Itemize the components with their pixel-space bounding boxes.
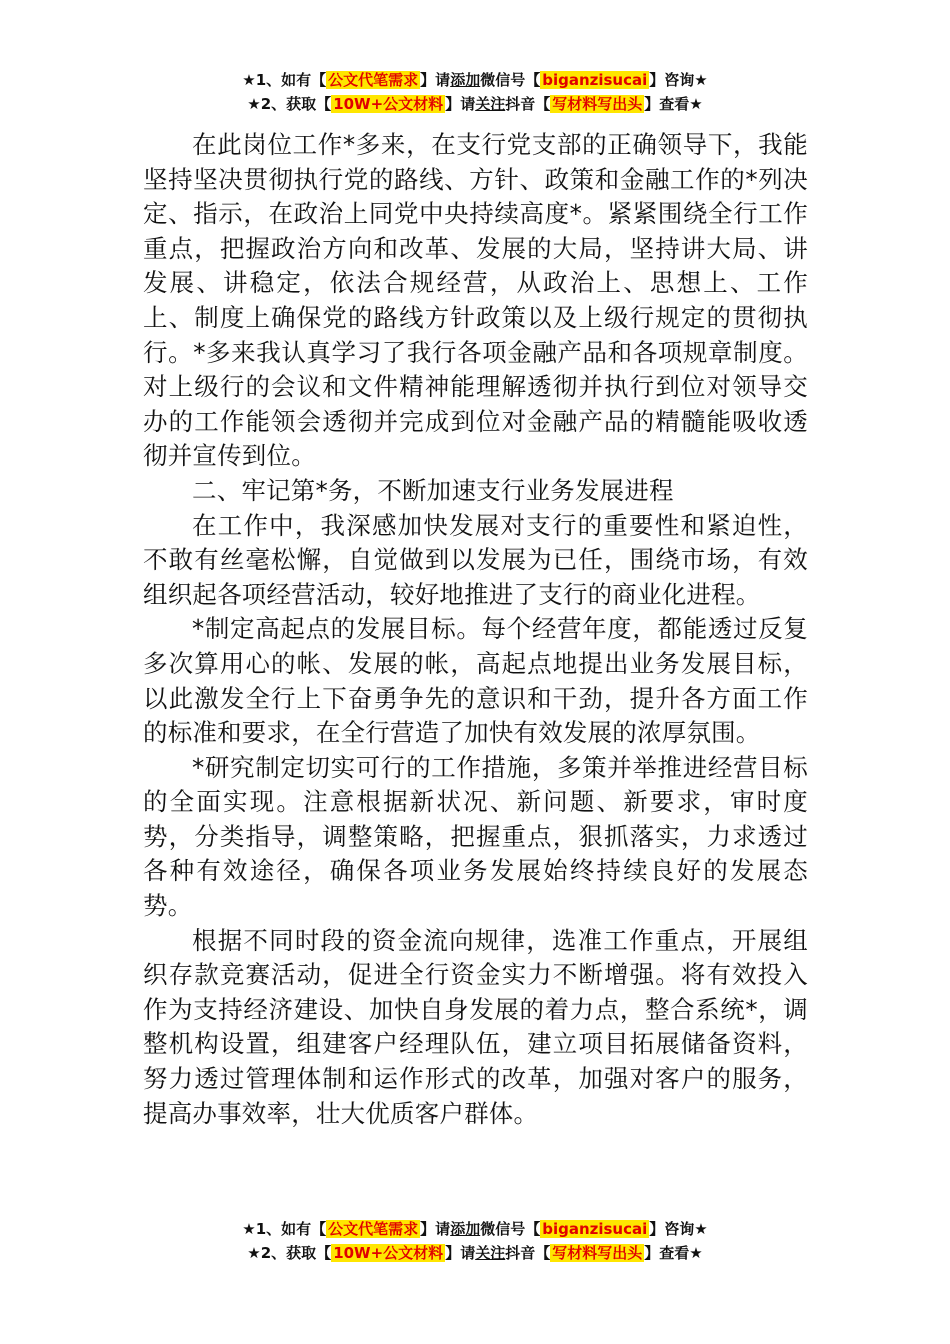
highlight-service: 公文代笔需求 (328, 71, 419, 89)
banner-underline-text: 添加 (450, 71, 481, 89)
banner-line-2 (0, 92, 950, 116)
paragraph: 在此岗位工作*多来，在支行党支部的正确领导下，我能坚持坚决贯彻执行党的路线、方针、政策和金融工作的*列决定、指示，在政治上同党中央持续高度*。紧紧围绕全行工作重点，把握政治方向和改革、发展的大局，坚持讲大局、讲发展、讲稳定，依法合规经营，从政治上、思想上、工作上、制度上确保党的路线方针政策以及上级行规定的贯彻执行。*多来我认真学习了我行各项金融产品和各项规章制度。对上级行的会议和文件精神能理解透彻并执行到位对领导交办的工作能领会透彻并完成到位对金融产品的精髓能吸收透彻并宣传到位。 (143, 130, 808, 471)
banner-text: 微信号【 (480, 71, 541, 89)
paragraph: 根据不同时段的资金流向规律，选准工作重点，开展组织存款竞赛活动，促进全行资金实力不断增强。将有效投入作为支持经济建设、加快自身发展的着力点，整合系统*，调整机构设置，组建客户经理队伍，建立项目拓展储备资料，努力透过管理体制和运作形式的改革，加强对客户的服务，提高办事效率，壮大优质客户群体。 (143, 925, 808, 1128)
header-banner (0, 68, 950, 116)
paragraph: *制定高起点的发展目标。每个经营年度，都能透过反复多次算用心的帐、发展的帐，高起点地提出业务发展目标，以此激发全行上下奋勇争先的意识和干劲，提升各方面工作的标准和要求，在全行营造了加快有效发展的浓厚氛围。 (143, 614, 808, 748)
paragraph: *研究制定切实可行的工作措施，多策并举推进经营目标的全面实现。注意根据新状况、新问题、新要求，审时度势，分类指导，调整策略，把握重点，狠抓落实，力求透过各种有效途径，确保各项业务发展始终持续良好的发展态势。 (143, 752, 808, 921)
banner-underline-text: 关注 (475, 95, 506, 113)
banner-text: 抖音【 (505, 1244, 551, 1262)
section-heading: 二、牢记第*务，不断加速支行业务发展进程 (192, 475, 674, 505)
highlight-materials: 10W+公文材料 (333, 1244, 444, 1262)
banner-text: 】咨询★ (649, 1220, 708, 1238)
document-body (143, 128, 808, 1131)
paragraph: 在工作中，我深感加快发展对支行的重要性和紧迫性，不敢有丝毫松懈，自觉做到以发展为已任，围绕市场，有效组织起各项经营活动，较好地推进了支行的商业化进程。 (143, 510, 808, 609)
banner-text: 】请 (445, 1244, 476, 1262)
banner-underline-text: 关注 (475, 1244, 506, 1262)
highlight-wechat-id: biganzisucai (542, 71, 648, 89)
banner-text: ★2、获取【 (247, 1244, 332, 1262)
banner-text: ★2、获取【 (247, 95, 332, 113)
banner-text: 】咨询★ (649, 71, 708, 89)
banner-line-1 (0, 68, 950, 92)
banner-line-1 (0, 1217, 950, 1241)
banner-text: 抖音【 (505, 95, 551, 113)
highlight-douyin-id: 写材料写出头 (552, 1244, 643, 1262)
highlight-douyin-id: 写材料写出头 (552, 95, 643, 113)
highlight-service: 公文代笔需求 (328, 1220, 419, 1238)
highlight-wechat-id: biganzisucai (542, 1220, 648, 1238)
banner-underline-text: 添加 (450, 1220, 481, 1238)
banner-text: 微信号【 (480, 1220, 541, 1238)
banner-text: 】请 (420, 1220, 451, 1238)
banner-text: ★1、如有【 (242, 1220, 327, 1238)
banner-text: ★1、如有【 (242, 71, 327, 89)
highlight-materials: 10W+公文材料 (333, 95, 444, 113)
banner-text: 】请 (445, 95, 476, 113)
footer-banner (0, 1217, 950, 1265)
banner-text: 】查看★ (644, 1244, 703, 1262)
banner-line-2 (0, 1241, 950, 1265)
banner-text: 】请 (420, 71, 451, 89)
banner-text: 】查看★ (644, 95, 703, 113)
